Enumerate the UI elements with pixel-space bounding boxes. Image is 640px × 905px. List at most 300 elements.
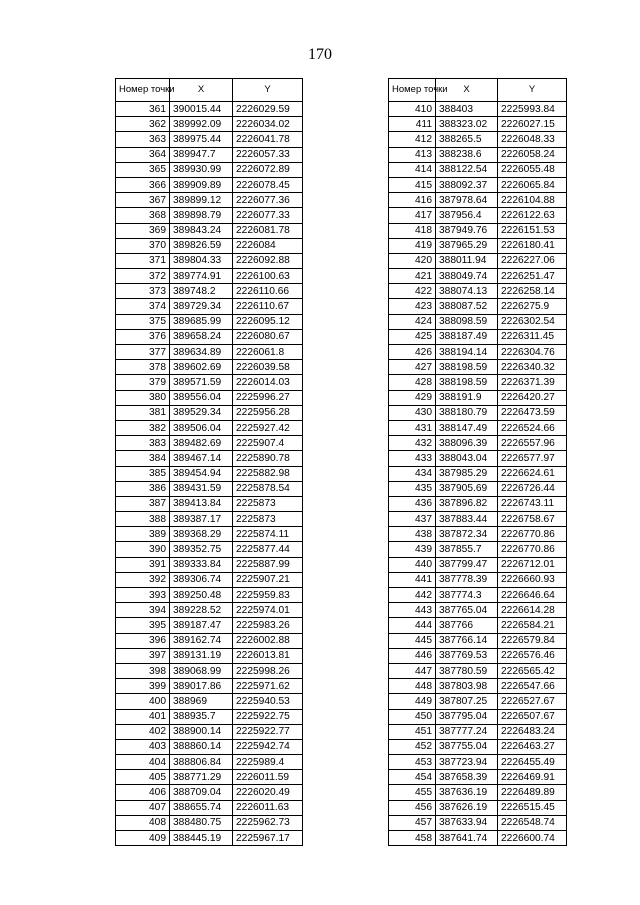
table-row [389,420,567,435]
x-coordinate-cell: 388198.59 [436,360,498,375]
x-coordinate-cell: 389250.48 [170,588,233,603]
point-number-cell: 422 [389,284,436,299]
point-number-cell: 418 [389,223,436,238]
y-coordinate-cell: 2226110.66 [233,284,303,299]
y-coordinate-cell: 2226058.24 [498,147,567,162]
y-coordinate-cell: 2226077.36 [233,193,303,208]
table-row [389,102,567,117]
table-row [389,360,567,375]
y-coordinate-cell: 2225927.42 [233,420,303,435]
y-coordinate-cell: 2226712.01 [498,557,567,572]
point-number-cell: 443 [389,603,436,618]
table-row [389,512,567,527]
point-number-cell: 376 [116,329,170,344]
table-row [389,542,567,557]
table-row [116,269,303,284]
table-row [116,314,303,329]
point-number-cell: 362 [116,117,170,132]
x-coordinate-cell: 389454.94 [170,466,233,481]
y-coordinate-cell: 2226576.46 [498,648,567,663]
table-row [389,800,567,815]
y-coordinate-cell: 2226061.8 [233,345,303,360]
y-coordinate-cell: 2226660.93 [498,572,567,587]
point-number-cell: 373 [116,284,170,299]
x-coordinate-cell: 387965.29 [436,238,498,253]
table-row [116,724,303,739]
y-coordinate-cell: 2226258.14 [498,284,567,299]
x-coordinate-cell: 387780.59 [436,663,498,678]
x-coordinate-cell: 388900.14 [170,724,233,739]
y-coordinate-cell: 2226463.27 [498,739,567,754]
y-coordinate-cell: 2225874.11 [233,527,303,542]
table-row [389,633,567,648]
x-coordinate-cell: 388198.59 [436,375,498,390]
table-row [116,117,303,132]
point-number-cell: 384 [116,451,170,466]
x-coordinate-cell: 389602.69 [170,360,233,375]
x-coordinate-cell: 389634.89 [170,345,233,360]
y-coordinate-cell: 2226122.63 [498,208,567,223]
y-coordinate-cell: 2226092.88 [233,253,303,268]
table-row [116,648,303,663]
y-coordinate-cell: 2226027.15 [498,117,567,132]
y-coordinate-cell: 2226029.59 [233,102,303,117]
point-number-cell: 394 [116,603,170,618]
point-number-cell: 405 [116,770,170,785]
y-coordinate-cell: 2225940.53 [233,694,303,709]
x-coordinate-cell: 389556.04 [170,390,233,405]
y-coordinate-cell: 2226547.66 [498,679,567,694]
x-coordinate-cell: 387626.19 [436,800,498,815]
x-coordinate-cell: 388238.6 [436,147,498,162]
x-coordinate-cell: 389228.52 [170,603,233,618]
table-row [389,466,567,481]
table-row [116,420,303,435]
table-row [116,208,303,223]
table-row [116,557,303,572]
point-number-cell: 403 [116,739,170,754]
table-row [116,481,303,496]
y-coordinate-cell: 2225967.17 [233,831,303,846]
point-number-cell: 434 [389,466,436,481]
x-coordinate-cell: 388445.19 [170,831,233,846]
point-number-cell: 445 [389,633,436,648]
x-coordinate-cell: 387896.82 [436,496,498,511]
table-row [389,208,567,223]
x-coordinate-cell: 389482.69 [170,436,233,451]
x-coordinate-cell: 389685.99 [170,314,233,329]
x-coordinate-cell: 388403 [436,102,498,117]
point-number-cell: 387 [116,496,170,511]
point-number-cell: 452 [389,739,436,754]
table-row [116,360,303,375]
point-number-cell: 392 [116,572,170,587]
page-number: 170 [308,46,332,63]
y-coordinate-cell: 2226489.89 [498,785,567,800]
x-coordinate-cell: 387723.94 [436,755,498,770]
table-row [389,390,567,405]
y-coordinate-cell: 2225962.73 [233,815,303,830]
point-number-cell: 453 [389,755,436,770]
point-number-cell: 363 [116,132,170,147]
y-coordinate-cell: 2226002.88 [233,633,303,648]
table-row [389,724,567,739]
x-coordinate-cell: 389131.19 [170,648,233,663]
point-number-cell: 423 [389,299,436,314]
point-number-cell: 370 [116,238,170,253]
x-coordinate-cell: 389748.2 [170,284,233,299]
point-number-cell: 369 [116,223,170,238]
x-coordinate-cell: 387795.04 [436,709,498,724]
y-coordinate-cell: 2226483.24 [498,724,567,739]
table-row [389,694,567,709]
point-number-cell: 372 [116,269,170,284]
x-coordinate-cell: 388191.9 [436,390,498,405]
y-coordinate-cell: 2226011.59 [233,770,303,785]
x-coordinate-cell: 389017.86 [170,679,233,694]
point-number-cell: 393 [116,588,170,603]
table-row [116,527,303,542]
point-number-cell: 381 [116,405,170,420]
table-row [389,193,567,208]
point-number-cell: 425 [389,329,436,344]
y-coordinate-cell: 2225971.62 [233,679,303,694]
table-row [116,329,303,344]
header-x: X [170,79,233,102]
x-coordinate-cell: 389992.09 [170,117,233,132]
point-number-cell: 382 [116,420,170,435]
point-number-cell: 399 [116,679,170,694]
x-coordinate-cell: 387905.69 [436,481,498,496]
point-number-cell: 380 [116,390,170,405]
y-coordinate-cell: 2226758.67 [498,512,567,527]
x-coordinate-cell: 389387.17 [170,512,233,527]
y-coordinate-cell: 2226302.54 [498,314,567,329]
x-coordinate-cell: 389571.59 [170,375,233,390]
x-coordinate-cell: 389947.7 [170,147,233,162]
x-coordinate-cell: 388806.84 [170,755,233,770]
y-coordinate-cell: 2226770.86 [498,542,567,557]
y-coordinate-cell: 2226557.96 [498,436,567,451]
point-number-cell: 419 [389,238,436,253]
table-row [116,223,303,238]
x-coordinate-cell: 388011.94 [436,253,498,268]
table-row [389,162,567,177]
x-coordinate-cell: 387799.47 [436,557,498,572]
x-coordinate-cell: 388969 [170,694,233,709]
y-coordinate-cell: 2226527.67 [498,694,567,709]
point-number-cell: 414 [389,162,436,177]
header-y: Y [498,79,567,102]
table-row [116,618,303,633]
x-coordinate-cell: 388323.02 [436,117,498,132]
point-number-cell: 420 [389,253,436,268]
x-coordinate-cell: 389187.47 [170,618,233,633]
x-coordinate-cell: 389930.99 [170,162,233,177]
point-number-cell: 451 [389,724,436,739]
x-coordinate-cell: 387766 [436,618,498,633]
y-coordinate-cell: 2226072.89 [233,162,303,177]
point-number-cell: 458 [389,831,436,846]
y-coordinate-cell: 2226469.91 [498,770,567,785]
x-coordinate-cell: 389898.79 [170,208,233,223]
table-row [389,831,567,846]
y-coordinate-cell: 2226614.28 [498,603,567,618]
point-number-cell: 429 [389,390,436,405]
point-number-cell: 446 [389,648,436,663]
y-coordinate-cell: 2226013.81 [233,648,303,663]
table-row [116,739,303,754]
y-coordinate-cell: 2225942.74 [233,739,303,754]
x-coordinate-cell: 388147.49 [436,420,498,435]
point-number-cell: 435 [389,481,436,496]
point-number-cell: 385 [116,466,170,481]
point-number-cell: 371 [116,253,170,268]
table-row [389,679,567,694]
y-coordinate-cell: 2226081.78 [233,223,303,238]
y-coordinate-cell: 2226020.49 [233,785,303,800]
table-row [389,284,567,299]
y-coordinate-cell: 2225956.28 [233,405,303,420]
table-row [389,588,567,603]
table-row [389,436,567,451]
table-row [389,572,567,587]
y-coordinate-cell: 2226011.63 [233,800,303,815]
y-coordinate-cell: 2226151.53 [498,223,567,238]
y-coordinate-cell: 2226104.88 [498,193,567,208]
x-coordinate-cell: 388187.49 [436,329,498,344]
table-row [389,496,567,511]
x-coordinate-cell: 387636.19 [436,785,498,800]
table-row [389,481,567,496]
point-number-cell: 400 [116,694,170,709]
coordinates-table-right [388,78,567,846]
x-coordinate-cell: 389431.59 [170,481,233,496]
table-row [116,390,303,405]
table-row [389,314,567,329]
y-coordinate-cell: 2226311.45 [498,329,567,344]
y-coordinate-cell: 2225887.99 [233,557,303,572]
header-y: Y [233,79,303,102]
x-coordinate-cell: 389529.34 [170,405,233,420]
point-number-cell: 395 [116,618,170,633]
y-coordinate-cell: 2226455.49 [498,755,567,770]
point-number-cell: 367 [116,193,170,208]
x-coordinate-cell: 387949.76 [436,223,498,238]
table-row [116,299,303,314]
x-coordinate-cell: 387777.24 [436,724,498,739]
x-coordinate-cell: 388096.39 [436,436,498,451]
table-row [116,663,303,678]
y-coordinate-cell: 2226078.45 [233,177,303,192]
table-row [116,603,303,618]
y-coordinate-cell: 2226548.74 [498,815,567,830]
y-coordinate-cell: 2225873 [233,512,303,527]
point-number-cell: 416 [389,193,436,208]
x-coordinate-cell: 389352.75 [170,542,233,557]
x-coordinate-cell: 387769.53 [436,648,498,663]
table-row [389,345,567,360]
table-row [389,648,567,663]
point-number-cell: 432 [389,436,436,451]
x-coordinate-cell: 389306.74 [170,572,233,587]
x-coordinate-cell: 387956.4 [436,208,498,223]
x-coordinate-cell: 387978.64 [436,193,498,208]
x-coordinate-cell: 387803.98 [436,679,498,694]
point-number-cell: 426 [389,345,436,360]
y-coordinate-cell: 2226041.78 [233,132,303,147]
table-row [389,709,567,724]
point-number-cell: 397 [116,648,170,663]
x-coordinate-cell: 388180.79 [436,405,498,420]
y-coordinate-cell: 2226420.27 [498,390,567,405]
x-coordinate-cell: 388655.74 [170,800,233,815]
x-coordinate-cell: 389333.84 [170,557,233,572]
point-number-cell: 412 [389,132,436,147]
table-row [389,405,567,420]
y-coordinate-cell: 2225907.21 [233,572,303,587]
table-row [389,147,567,162]
x-coordinate-cell: 387883.44 [436,512,498,527]
point-number-cell: 366 [116,177,170,192]
table-row [116,177,303,192]
point-number-cell: 378 [116,360,170,375]
table-row [389,299,567,314]
point-number-cell: 431 [389,420,436,435]
x-coordinate-cell: 387633.94 [436,815,498,830]
x-coordinate-cell: 388860.14 [170,739,233,754]
point-number-cell: 374 [116,299,170,314]
table-row [116,542,303,557]
x-coordinate-cell: 389729.34 [170,299,233,314]
x-coordinate-cell: 389843.24 [170,223,233,238]
table-row [389,375,567,390]
y-coordinate-cell: 2225873 [233,496,303,511]
y-coordinate-cell: 2225989.4 [233,755,303,770]
y-coordinate-cell: 2226304.76 [498,345,567,360]
x-coordinate-cell: 388265.5 [436,132,498,147]
point-number-cell: 437 [389,512,436,527]
x-coordinate-cell: 388709.04 [170,785,233,800]
table-row [116,785,303,800]
y-coordinate-cell: 2226473.59 [498,405,567,420]
x-coordinate-cell: 388122.54 [436,162,498,177]
table-row [389,739,567,754]
table-row [116,815,303,830]
x-coordinate-cell: 388074.13 [436,284,498,299]
table-row [116,193,303,208]
table-row [116,512,303,527]
y-coordinate-cell: 2226577.97 [498,451,567,466]
x-coordinate-cell: 389658.24 [170,329,233,344]
table-row [116,102,303,117]
point-number-cell: 404 [116,755,170,770]
table-row [116,162,303,177]
point-number-cell: 424 [389,314,436,329]
table-row [389,117,567,132]
point-number-cell: 455 [389,785,436,800]
point-number-cell: 427 [389,360,436,375]
x-coordinate-cell: 388043.04 [436,451,498,466]
table-row [389,527,567,542]
point-number-cell: 408 [116,815,170,830]
table-row [116,800,303,815]
table-row [116,253,303,268]
y-coordinate-cell: 2226624.61 [498,466,567,481]
table-row [389,755,567,770]
x-coordinate-cell: 388092.37 [436,177,498,192]
point-number-cell: 430 [389,405,436,420]
x-coordinate-cell: 387658.39 [436,770,498,785]
point-number-cell: 365 [116,162,170,177]
y-coordinate-cell: 2225877.44 [233,542,303,557]
y-coordinate-cell: 2225983.26 [233,618,303,633]
point-number-cell: 439 [389,542,436,557]
x-coordinate-cell: 389975.44 [170,132,233,147]
table-row [116,755,303,770]
y-coordinate-cell: 2226084 [233,238,303,253]
y-coordinate-cell: 2226275.9 [498,299,567,314]
y-coordinate-cell: 2225878.54 [233,481,303,496]
point-number-cell: 364 [116,147,170,162]
y-coordinate-cell: 2225996.27 [233,390,303,405]
table-row [389,770,567,785]
table-row [389,329,567,344]
coordinates-table-left [115,78,303,846]
table-row [389,238,567,253]
y-coordinate-cell: 2226646.64 [498,588,567,603]
y-coordinate-cell: 2225922.75 [233,709,303,724]
x-coordinate-cell: 387774.3 [436,588,498,603]
y-coordinate-cell: 2226515.45 [498,800,567,815]
y-coordinate-cell: 2225998.26 [233,663,303,678]
table-header-row [116,79,303,102]
table-row [116,831,303,846]
point-number-cell: 444 [389,618,436,633]
y-coordinate-cell: 2226080.67 [233,329,303,344]
point-number-cell: 415 [389,177,436,192]
table-row [389,663,567,678]
y-coordinate-cell: 2226048.33 [498,132,567,147]
y-coordinate-cell: 2225993.84 [498,102,567,117]
table-row [389,603,567,618]
x-coordinate-cell: 390015.44 [170,102,233,117]
y-coordinate-cell: 2226600.74 [498,831,567,846]
table-row [116,345,303,360]
table-row [389,223,567,238]
point-number-cell: 438 [389,527,436,542]
point-number-cell: 417 [389,208,436,223]
y-coordinate-cell: 2225890.78 [233,451,303,466]
table-row [116,709,303,724]
point-number-cell: 409 [116,831,170,846]
point-number-cell: 441 [389,572,436,587]
x-coordinate-cell: 389068.99 [170,663,233,678]
y-coordinate-cell: 2226565.42 [498,663,567,678]
x-coordinate-cell: 387765.04 [436,603,498,618]
table-row [116,436,303,451]
y-coordinate-cell: 2225922.77 [233,724,303,739]
y-coordinate-cell: 2226034.02 [233,117,303,132]
table-row [389,269,567,284]
point-number-cell: 457 [389,815,436,830]
y-coordinate-cell: 2226227.06 [498,253,567,268]
x-coordinate-cell: 387778.39 [436,572,498,587]
x-coordinate-cell: 389162.74 [170,633,233,648]
point-number-cell: 390 [116,542,170,557]
point-number-cell: 402 [116,724,170,739]
point-number-cell: 433 [389,451,436,466]
